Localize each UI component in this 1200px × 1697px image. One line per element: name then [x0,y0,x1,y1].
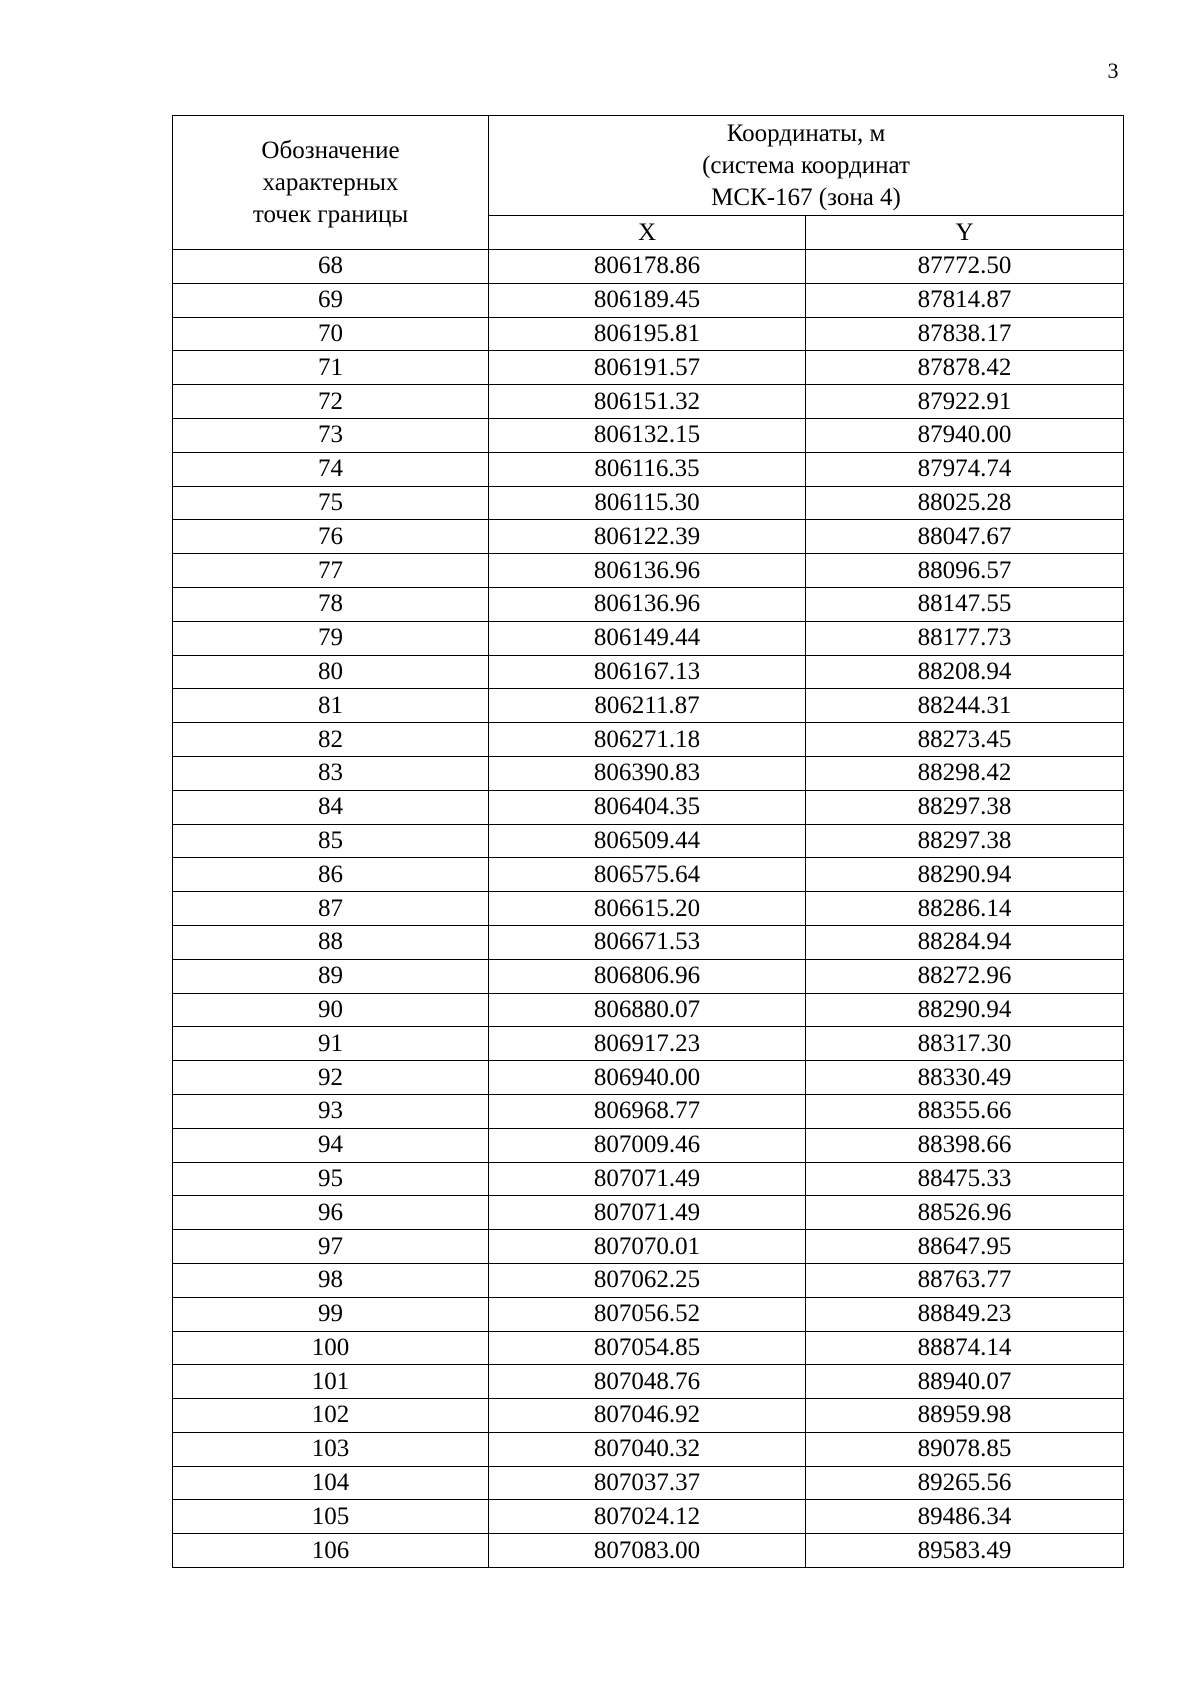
table-row [173,1230,1124,1264]
point-cell: 81 [173,689,489,723]
y-cell: 87772.50 [806,250,1124,284]
x-cell: 806178.86 [489,250,806,284]
table-body [173,250,1124,1568]
table-row [173,1263,1124,1297]
point-cell: 100 [173,1331,489,1365]
x-cell: 806509.44 [489,824,806,858]
table-row [173,756,1124,790]
table-row [173,1128,1124,1162]
y-cell: 88147.55 [806,587,1124,621]
point-cell: 97 [173,1230,489,1264]
coordinates-table [172,115,1124,1568]
point-cell: 84 [173,790,489,824]
point-cell: 75 [173,486,489,520]
point-cell: 92 [173,1061,489,1095]
table-row [173,385,1124,419]
y-cell: 87878.42 [806,351,1124,385]
y-cell: 88849.23 [806,1297,1124,1331]
header-point-label-line: точек границы [252,200,409,228]
point-cell: 70 [173,317,489,351]
point-cell: 102 [173,1399,489,1433]
table-header [173,116,1124,250]
x-cell: 807054.85 [489,1331,806,1365]
table-row [173,925,1124,959]
x-cell: 807070.01 [489,1230,806,1264]
y-cell: 88647.95 [806,1230,1124,1264]
point-cell: 71 [173,351,489,385]
y-cell: 88177.73 [806,621,1124,655]
point-cell: 69 [173,283,489,317]
table-row [173,1399,1124,1433]
x-cell: 806115.30 [489,486,806,520]
x-cell: 806195.81 [489,317,806,351]
table-row [173,959,1124,993]
y-cell: 88298.42 [806,756,1124,790]
y-cell: 88244.31 [806,689,1124,723]
y-cell: 87974.74 [806,452,1124,486]
x-cell: 807056.52 [489,1297,806,1331]
y-cell: 88475.33 [806,1162,1124,1196]
table-row [173,283,1124,317]
y-cell: 87922.91 [806,385,1124,419]
x-cell: 806149.44 [489,621,806,655]
table-row [173,1027,1124,1061]
x-cell: 806390.83 [489,756,806,790]
x-cell: 806122.39 [489,520,806,554]
x-cell: 807009.46 [489,1128,806,1162]
point-cell: 83 [173,756,489,790]
x-cell: 807040.32 [489,1432,806,1466]
header-coords-title-line: (система координат [702,151,910,179]
x-cell: 806167.13 [489,655,806,689]
header-y: Y [806,216,1124,250]
y-cell: 88355.66 [806,1094,1124,1128]
x-cell: 806880.07 [489,993,806,1027]
x-cell: 806917.23 [489,1027,806,1061]
point-cell: 78 [173,587,489,621]
table-row [173,1297,1124,1331]
table-row [173,1331,1124,1365]
table-row [173,1432,1124,1466]
x-cell: 807062.25 [489,1263,806,1297]
header-point-label [173,116,489,250]
point-cell: 79 [173,621,489,655]
table-row [173,486,1124,520]
table-row [173,1196,1124,1230]
point-cell: 101 [173,1365,489,1399]
table-row [173,824,1124,858]
point-cell: 98 [173,1263,489,1297]
point-cell: 85 [173,824,489,858]
header-coords-title [489,116,1124,216]
point-cell: 103 [173,1432,489,1466]
point-cell: 80 [173,655,489,689]
x-cell: 806404.35 [489,790,806,824]
table-row [173,520,1124,554]
x-cell: 806615.20 [489,892,806,926]
page-number: 3 [1107,58,1119,83]
point-cell: 76 [173,520,489,554]
point-cell: 106 [173,1534,489,1568]
point-cell: 68 [173,250,489,284]
y-cell: 88096.57 [806,554,1124,588]
table-row [173,1094,1124,1128]
y-cell: 89486.34 [806,1500,1124,1534]
y-cell: 88272.96 [806,959,1124,993]
y-cell: 88290.94 [806,858,1124,892]
x-cell: 806575.64 [489,858,806,892]
y-cell: 88940.07 [806,1365,1124,1399]
y-cell: 89583.49 [806,1534,1124,1568]
table-row [173,1061,1124,1095]
y-cell: 89078.85 [806,1432,1124,1466]
y-cell: 88297.38 [806,824,1124,858]
y-cell: 88959.98 [806,1399,1124,1433]
point-cell: 73 [173,418,489,452]
y-cell: 88286.14 [806,892,1124,926]
point-cell: 74 [173,452,489,486]
x-cell: 807083.00 [489,1534,806,1568]
point-cell: 105 [173,1500,489,1534]
table-row [173,351,1124,385]
x-cell: 806116.35 [489,452,806,486]
x-cell: 806136.96 [489,587,806,621]
y-cell: 87814.87 [806,283,1124,317]
y-cell: 88025.28 [806,486,1124,520]
y-cell: 88047.67 [806,520,1124,554]
y-cell: 88208.94 [806,655,1124,689]
point-cell: 95 [173,1162,489,1196]
table-row [173,554,1124,588]
y-cell: 88398.66 [806,1128,1124,1162]
point-cell: 90 [173,993,489,1027]
y-cell: 88284.94 [806,925,1124,959]
point-cell: 89 [173,959,489,993]
y-cell: 88874.14 [806,1331,1124,1365]
y-cell: 88763.77 [806,1263,1124,1297]
table-row [173,790,1124,824]
table-row [173,452,1124,486]
table-row [173,655,1124,689]
header-x: X [489,216,806,250]
point-cell: 72 [173,385,489,419]
point-cell: 87 [173,892,489,926]
y-cell: 88273.45 [806,723,1124,757]
table-row [173,689,1124,723]
y-cell: 88290.94 [806,993,1124,1027]
table-row [173,1466,1124,1500]
x-cell: 807024.12 [489,1500,806,1534]
x-cell: 806806.96 [489,959,806,993]
point-cell: 94 [173,1128,489,1162]
header-coords-title-line: Координаты, м [726,119,886,147]
point-cell: 104 [173,1466,489,1500]
x-cell: 806968.77 [489,1094,806,1128]
point-cell: 82 [173,723,489,757]
x-cell: 807037.37 [489,1466,806,1500]
table-row [173,858,1124,892]
point-cell: 88 [173,925,489,959]
table-row [173,1365,1124,1399]
point-cell: 93 [173,1094,489,1128]
table-row [173,723,1124,757]
x-cell: 806151.32 [489,385,806,419]
point-cell: 99 [173,1297,489,1331]
table-row [173,993,1124,1027]
point-cell: 86 [173,858,489,892]
x-cell: 806671.53 [489,925,806,959]
point-cell: 91 [173,1027,489,1061]
x-cell: 807071.49 [489,1196,806,1230]
header-point-label-line: Обозначение [261,136,400,164]
x-cell: 806940.00 [489,1061,806,1095]
table-row [173,1534,1124,1568]
x-cell: 806271.18 [489,723,806,757]
x-cell: 806211.87 [489,689,806,723]
y-cell: 88330.49 [806,1061,1124,1095]
header-coords-title-line: МСК-167 (зона 4) [711,183,901,211]
table-row [173,418,1124,452]
table-row [173,1500,1124,1534]
x-cell: 807046.92 [489,1399,806,1433]
header-point-label-line: характерных [262,168,399,196]
point-cell: 96 [173,1196,489,1230]
x-cell: 806136.96 [489,554,806,588]
x-cell: 806191.57 [489,351,806,385]
y-cell: 89265.56 [806,1466,1124,1500]
table-row [173,621,1124,655]
table-row [173,892,1124,926]
x-cell: 807071.49 [489,1162,806,1196]
x-cell: 806189.45 [489,283,806,317]
table-row [173,587,1124,621]
y-cell: 88317.30 [806,1027,1124,1061]
table-row [173,250,1124,284]
table-row [173,1162,1124,1196]
y-cell: 88297.38 [806,790,1124,824]
y-cell: 88526.96 [806,1196,1124,1230]
point-cell: 77 [173,554,489,588]
y-cell: 87940.00 [806,418,1124,452]
x-cell: 806132.15 [489,418,806,452]
y-cell: 87838.17 [806,317,1124,351]
table-row [173,317,1124,351]
x-cell: 807048.76 [489,1365,806,1399]
